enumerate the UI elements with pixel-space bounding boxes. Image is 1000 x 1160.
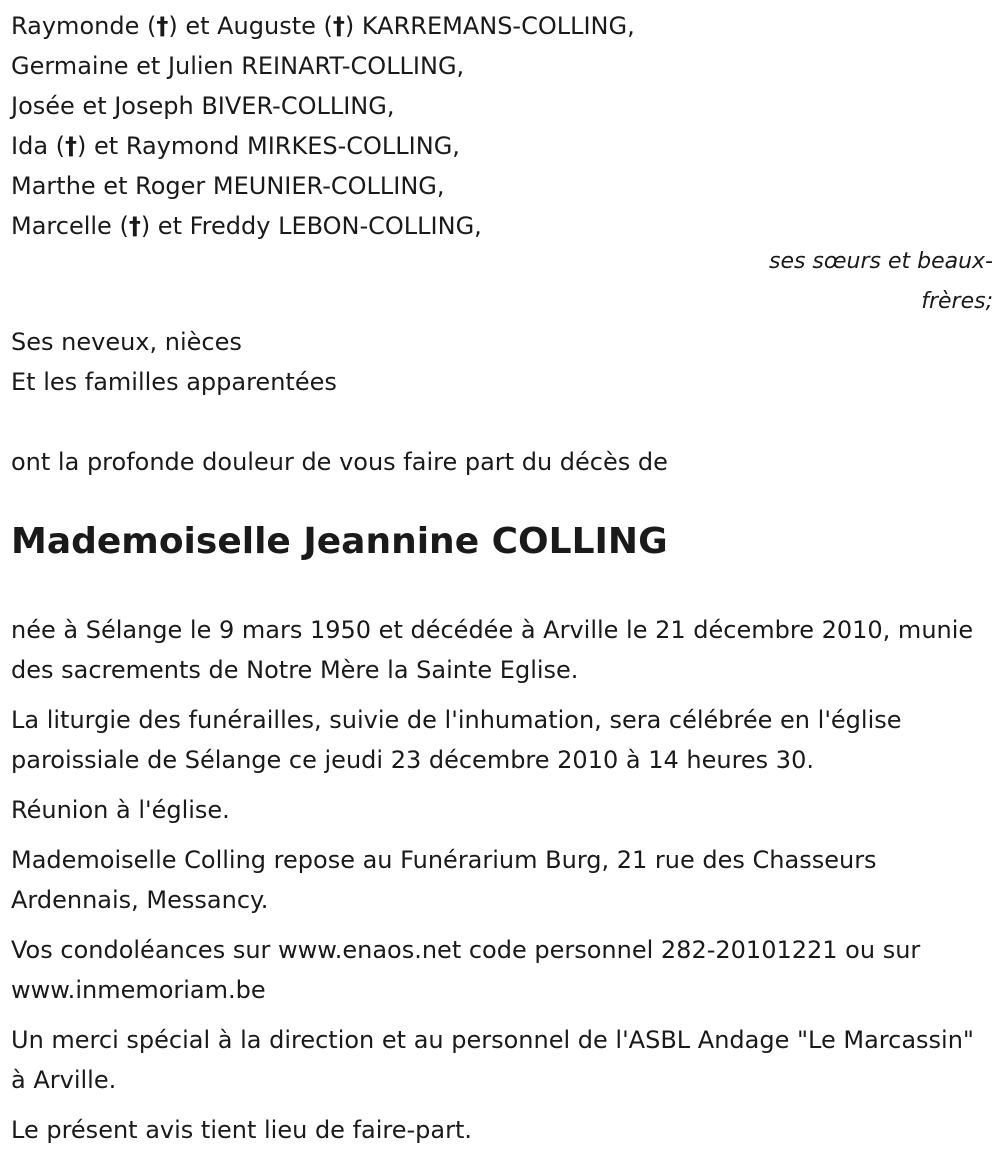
family-line: Marcelle (†) et Freddy LEBON-COLLING, [11,212,482,240]
family-line: Josée et Joseph BIVER-COLLING, [11,92,395,120]
notice-paragraph: Le présent avis tient lieu de faire-part. [11,1116,473,1144]
cross-icon: † [332,12,345,40]
details-section [11,610,993,1150]
relatives-list [11,322,993,402]
relatives-line: Ses neveux, nièces [11,328,242,356]
condolences-paragraph: Vos condoléances sur www.enaos.net code personnel 282-20101221 ou sur www.inmemoriam.be [11,936,921,1004]
obituary-notice [11,0,993,1160]
family-line: Germaine et Julien REINART-COLLING, [11,52,465,80]
cross-icon: † [156,12,169,40]
relatives-line: Et les familles apparentées [11,368,337,396]
meeting-paragraph: Réunion à l'église. [11,796,230,824]
birth-death-paragraph: née à Sélange le 9 mars 1950 et décédée à Arville le 21 décembre 2010, munie des sacrements de Notre Mère la Sainte Eglise. [11,616,974,684]
announcement-intro: ont la profonde douleur de vous faire part du décès de [11,448,668,476]
family-line: Ida (†) et Raymond MIRKES-COLLING, [11,132,460,160]
funeral-home-paragraph: Mademoiselle Colling repose au Funérarium Burg, 21 rue des Chasseurs Ardennais, Messancy. [11,846,877,914]
cross-icon: † [128,212,141,240]
deceased-name: Mademoiselle Jeannine COLLING [11,521,668,562]
funeral-paragraph: La liturgie des funérailles, suivie de l'inhumation, sera célébrée en l'église paroissiale de Sélange ce jeudi 23 décembre 2010 à 14 heures 30. [11,706,902,774]
family-line: Marthe et Roger MEUNIER-COLLING, [11,172,445,200]
cross-icon: † [65,132,78,160]
family-list [11,6,993,246]
family-line: Raymonde (†) et Auguste (†) KARREMANS-COLLING, [11,12,635,40]
thanks-paragraph: Un merci spécial à la direction et au personnel de l'ASBL Andage "Le Marcassin" à Arville. [11,1026,974,1094]
family-relation-label: ses sœurs et beaux-frères; [768,249,993,314]
